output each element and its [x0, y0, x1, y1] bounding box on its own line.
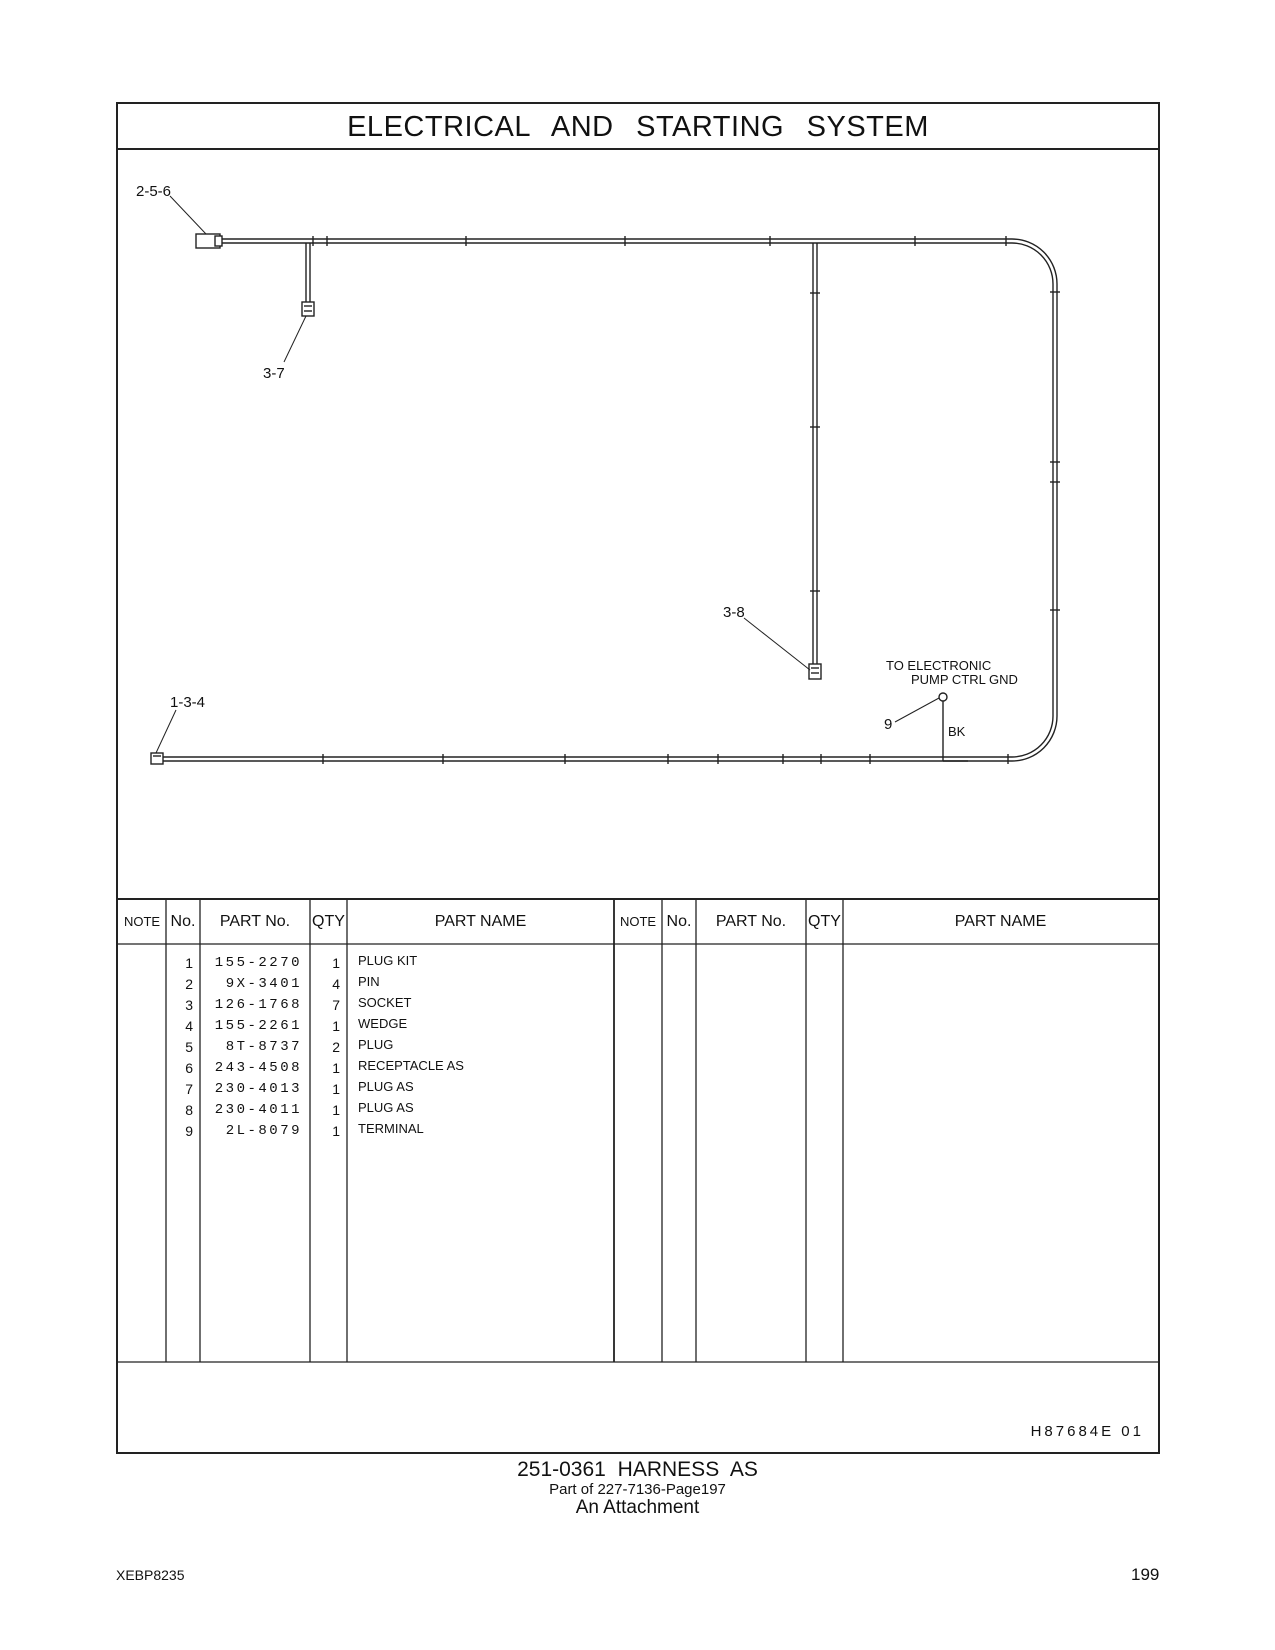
- row-2-qty: 4: [332, 976, 340, 992]
- row-3-no: 3: [185, 997, 193, 1013]
- parts-page-frame: [116, 102, 1160, 1454]
- row-4-name: WEDGE: [358, 1016, 408, 1031]
- assembly-type: An Attachment: [575, 1497, 700, 1518]
- header-part-name: PART NAME: [434, 913, 527, 930]
- row-1-qty: 1: [332, 955, 340, 971]
- header-part-no: PART No.: [219, 913, 291, 930]
- section-title: ELECTRICAL AND STARTING SYSTEM: [118, 104, 1158, 150]
- row-3-part-no: 126-1768: [214, 997, 302, 1013]
- document-id: XEBP8235: [116, 1567, 185, 1583]
- parts-table: [118, 898, 1158, 1386]
- row-8-part-no: 230-4011: [214, 1102, 302, 1118]
- row-7-qty: 1: [332, 1081, 340, 1097]
- row-6-part-no: 243-4508: [214, 1060, 302, 1076]
- callout-1-3-4: 1-3-4: [170, 694, 206, 711]
- row-6-name: RECEPTACLE AS: [358, 1058, 464, 1073]
- row-1-part-no: 155-2270: [214, 955, 302, 971]
- row-7-name: PLUG AS: [358, 1079, 414, 1094]
- row-8-name: PLUG AS: [358, 1100, 414, 1115]
- callout-2-5-6: 2-5-6: [136, 183, 172, 200]
- row-8-qty: 1: [332, 1102, 340, 1118]
- harness-drawing: [118, 150, 1158, 900]
- header-no: No.: [170, 913, 196, 930]
- row-2-name: PIN: [358, 974, 380, 989]
- row-4-no: 4: [185, 1018, 193, 1034]
- row-9-qty: 1: [332, 1123, 340, 1139]
- header-qty: QTY: [312, 913, 345, 930]
- harness-diagram: [118, 150, 1158, 900]
- header-part-no-right: PART No.: [715, 913, 787, 930]
- row-1-no: 1: [185, 955, 193, 971]
- callout-9: 9: [884, 716, 893, 733]
- ground-note-line1: TO ELECTRONIC: [886, 658, 992, 673]
- header-part-name-right: PART NAME: [954, 913, 1047, 930]
- row-5-qty: 2: [332, 1039, 340, 1055]
- drawing-number: H87684E 01: [1030, 1423, 1144, 1440]
- row-9-no: 9: [185, 1123, 193, 1139]
- row-6-no: 6: [185, 1060, 193, 1076]
- row-2-no: 2: [185, 976, 193, 992]
- row-1-name: PLUG KIT: [358, 953, 418, 968]
- row-9-part-no: 2L-8079: [225, 1123, 302, 1139]
- row-8-no: 8: [185, 1102, 193, 1118]
- row-7-part-no: 230-4013: [214, 1081, 302, 1097]
- page-number: 199: [1131, 1565, 1160, 1584]
- callout-3-7: 3-7: [263, 365, 285, 382]
- assembly-caption: 251-0361 HARNESS AS: [517, 1458, 758, 1481]
- row-3-name: SOCKET: [358, 995, 412, 1010]
- row-5-name: PLUG: [358, 1037, 394, 1052]
- row-9-name: TERMINAL: [358, 1121, 424, 1136]
- row-5-part-no: 8T-8737: [225, 1039, 302, 1055]
- header-no-right: No.: [666, 913, 692, 930]
- row-3-qty: 7: [332, 997, 340, 1013]
- header-note: NOTE: [123, 914, 161, 929]
- ground-note-line2: PUMP CTRL GND: [911, 672, 1018, 687]
- row-4-part-no: 155-2261: [214, 1018, 302, 1034]
- header-note-right: NOTE: [619, 914, 657, 929]
- row-6-qty: 1: [332, 1060, 340, 1076]
- wire-color-label: BK: [948, 724, 966, 739]
- assembly-parent-ref: Part of 227-7136-Page197: [549, 1481, 726, 1498]
- row-2-part-no: 9X-3401: [225, 976, 302, 992]
- header-qty-right: QTY: [808, 913, 841, 930]
- callout-3-8: 3-8: [723, 604, 745, 621]
- row-5-no: 5: [185, 1039, 193, 1055]
- row-7-no: 7: [185, 1081, 193, 1097]
- row-4-qty: 1: [332, 1018, 340, 1034]
